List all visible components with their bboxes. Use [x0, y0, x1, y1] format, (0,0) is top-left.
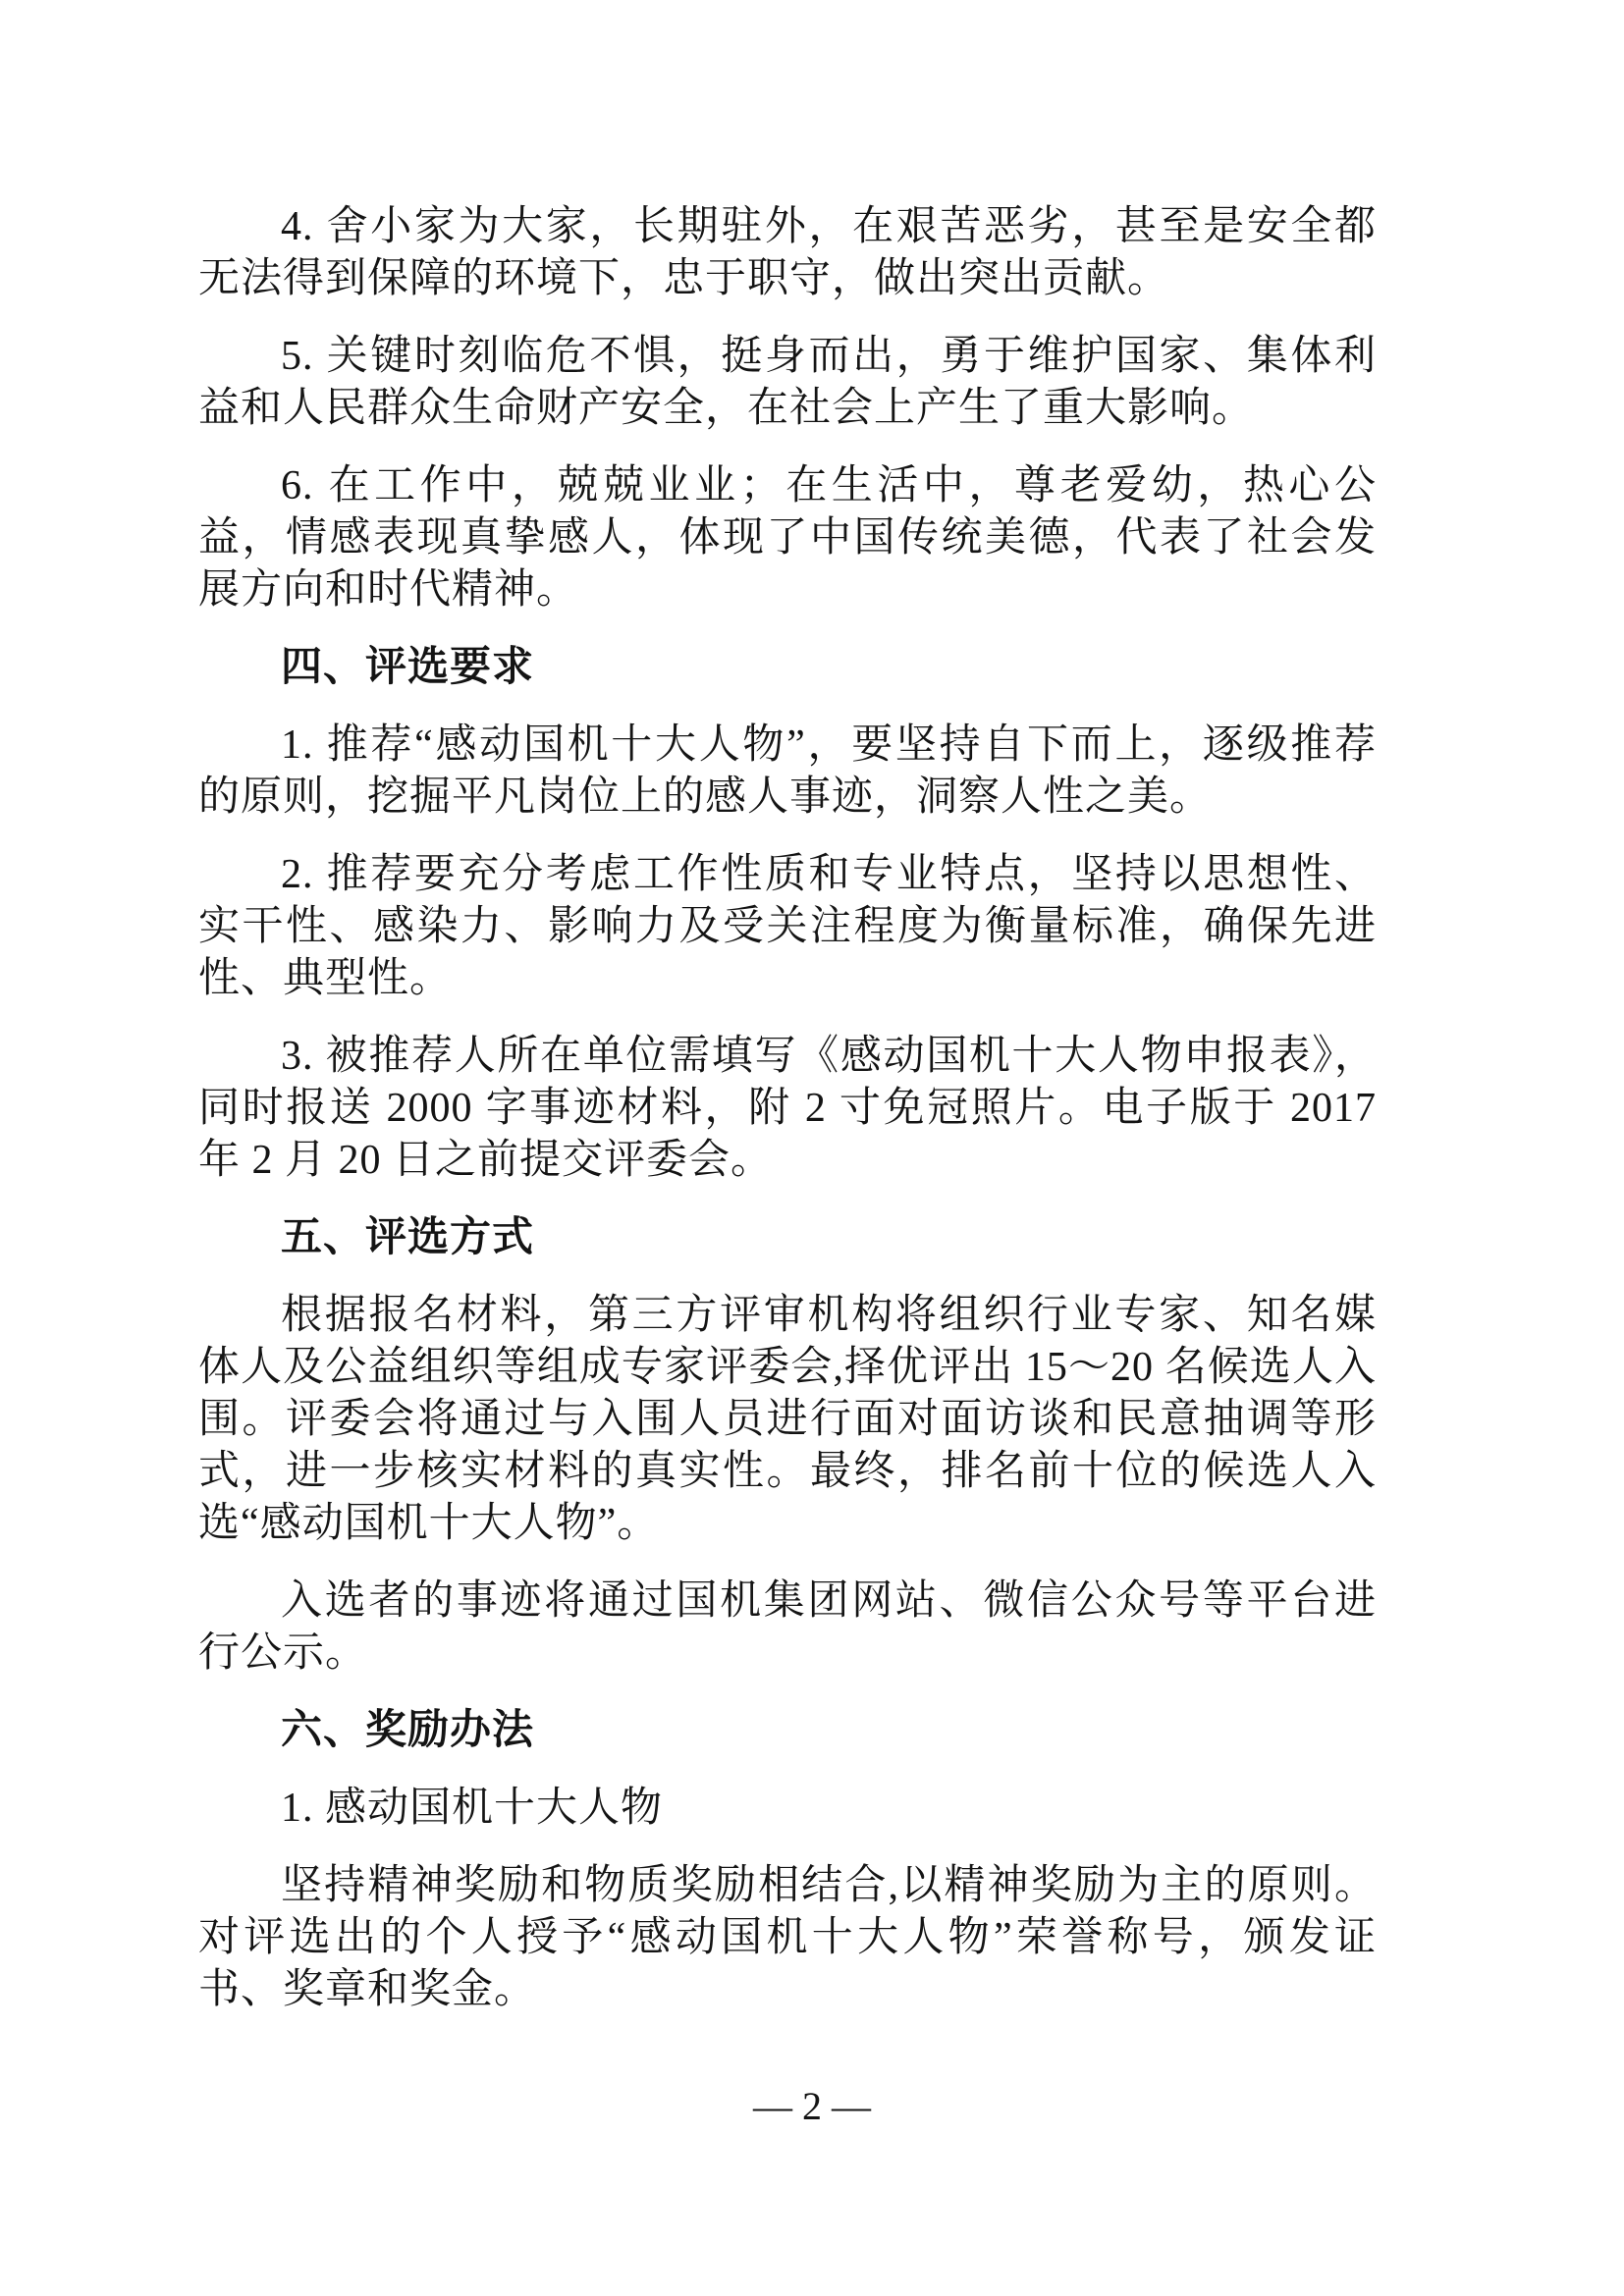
paragraph-item-6: 6. 在工作中，兢兢业业；在生活中，尊老爱幼，热心公益，情感表现真挚感人，体现了中国传统美德，代表了社会发展方向和时代精神。 [198, 463, 1377, 613]
page-number: — 2 — [753, 2084, 871, 2128]
paragraph-award-detail: 坚持精神奖励和物质奖励相结合,以精神奖励为主的原则。对评选出的个人授予“感动国机十大人物”荣誉称号，颁发证书、奖章和奖金。 [198, 1863, 1377, 2012]
paragraph-selection-method: 根据报名材料，第三方评审机构将组织行业专家、知名媒体人及公益组织等组成专家评委会,择优评出 15～20 名候选人入围。评委会将通过与入围人员进行面对面访谈和民意抽调等形式，进一步核实材料的真实性。最终，排名前十位的候选人入选“感动国机十大人物”。 [198, 1293, 1377, 1546]
section-heading-6: 六、奖励办法 [281, 1708, 535, 1753]
section-heading-5: 五、评选方式 [281, 1215, 535, 1260]
section-heading-4: 四、评选要求 [281, 645, 535, 690]
paragraph-publicity: 入选者的事迹将通过国机集团网站、微信公众号等平台进行公示。 [198, 1578, 1377, 1676]
paragraph-requirement-3: 3. 被推荐人所在单位需填写《感动国机十大人物申报表》，同时报送 2000 字事迹材料，附 2 寸免冠照片。电子版于 2017 年 2 月 20 日之前提交评委会。 [198, 1034, 1377, 1183]
document-body [198, 201, 1377, 2016]
paragraph-item-5: 5. 关键时刻临危不惧，挺身而出，勇于维护国家、集体利益和人民群众生命财产安全，在社会上产生了重大影响。 [198, 334, 1377, 431]
paragraph-requirement-1: 1. 推荐“感动国机十大人物”，要坚持自下而上，逐级推荐的原则，挖掘平凡岗位上的感人事迹，洞察人性之美。 [198, 722, 1377, 820]
paragraph-award-title: 1. 感动国机十大人物 [281, 1786, 664, 1831]
paragraph-requirement-2: 2. 推荐要充分考虑工作性质和专业特点，坚持以思想性、实干性、感染力、影响力及受关注程度为衡量标准，确保先进性、典型性。 [198, 852, 1377, 1001]
paragraph-item-4: 4. 舍小家为大家，长期驻外，在艰苦恶劣，甚至是安全都无法得到保障的环境下，忠于职守，做出突出贡献。 [198, 204, 1377, 301]
